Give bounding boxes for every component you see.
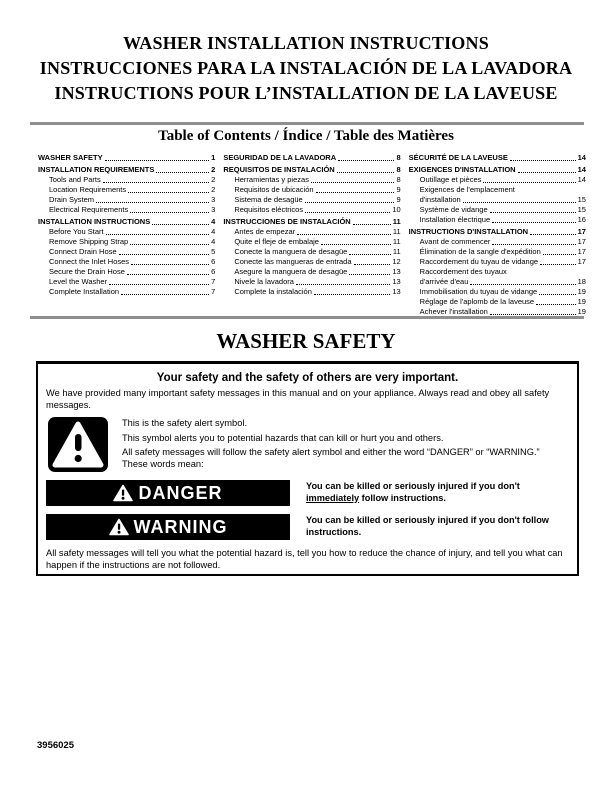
toc-dot-leader [105,160,210,161]
toc-entry [38,175,215,185]
toc-dot-leader [119,254,210,255]
toc-dot-leader [297,234,391,235]
toc-dot-leader [311,182,395,183]
toc-entry [409,165,586,175]
safety-box-footer-text: All safety messages will tell you what the potential hazard is, tell you how to reduce the chance of injury, and tell you what can happen if the instructions are not followed. [46,548,563,570]
alert-text-line: All safety messages will follow the safety alert symbol and either the word “DANGER” or “WARNING.” [122,447,540,457]
toc-entry-label: Remove Shipping Strap [49,237,129,246]
toc-entry [409,237,586,247]
toc-dot-leader [510,160,576,161]
toc-entry-label: d'arrivée d'eau [419,277,469,286]
toc-dot-leader [156,172,209,173]
toc-dot-leader [314,294,390,295]
toc-entry [223,185,400,195]
toc-page-number: 13 [392,287,401,296]
toc-entry [409,227,586,237]
toc-dot-leader [492,222,576,223]
toc-entry-label: Requisitos de ubicación [234,185,314,194]
toc-dot-leader [106,234,210,235]
toc-column-french [409,153,586,317]
toc-entry-label: SEGURIDAD DE LA LAVADORA [223,153,337,162]
toc-entry-label: Connect the Inlet Hoses [49,257,130,266]
title-french: INSTRUCTIONS POUR L’INSTALLATION DE LA LAVEUSE [54,83,558,103]
divider-rule-top [30,122,584,125]
toc-page-number: 4 [211,217,216,226]
toc-entry-label: Complete Installation [49,287,120,296]
danger-banner [46,480,290,506]
toc-dot-leader [490,212,576,213]
toc-page-number: 11 [392,247,401,256]
toc-entry-label: Nivele la lavadora [234,277,294,286]
toc-entry [409,185,586,195]
toc-entry [38,205,215,215]
toc-entry-label: Outillage et pièces [419,175,482,184]
toc-page-number: 13 [392,277,401,286]
danger-text-after: follow instructions. [359,492,446,503]
toc-entry-label: Before You Start [49,227,104,236]
warning-banner [46,514,290,540]
toc-page-number: 16 [577,215,586,224]
toc-entry-label: Electrical Requirements [49,205,129,214]
danger-row [46,480,569,506]
toc-entry [38,153,215,163]
toc-page-number: 17 [577,247,586,256]
toc-entry-label: Raccordement du tuyau de vidange [419,257,539,266]
toc-entry [223,257,400,267]
toc-entry-label: Location Requirements [49,185,127,194]
toc-page-number: 14 [577,153,586,162]
title-spanish: INSTRUCCIONES PARA LA INSTALACIÓN DE LA LAVADORA [39,58,573,78]
toc-dot-leader [127,274,209,275]
safety-alert-row [46,417,569,472]
toc-dot-leader [305,202,395,203]
toc-page-number: 8 [396,153,401,162]
warning-label: WARNING [133,516,228,537]
toc-dot-leader [354,264,391,265]
section-title-washer-safety: WASHER SAFETY [216,329,396,353]
part-number: 3956025 [37,740,74,751]
toc-entry [223,277,400,287]
warning-triangle-icon [113,484,133,502]
toc-page-number: 17 [577,237,586,246]
safety-alert-texts [122,417,569,472]
toc-dot-leader [543,254,576,255]
toc-entry [38,247,215,257]
toc-dot-leader [109,284,209,285]
toc-entry-label: REQUISITOS DE INSTALACIÓN [223,165,335,174]
toc-page-number: 2 [211,175,216,184]
safety-intro-text: We have provided many important safety messages in this manual and on your appliance. Always read and obey all safety messages. [46,388,550,410]
toc-page-number: 8 [396,175,401,184]
toc-entry-label: Connect Drain Hose [49,247,117,256]
toc-dot-leader [96,202,209,203]
toc-entry [38,237,215,247]
toc-dot-leader [131,264,209,265]
toc-entry [409,287,586,297]
toc-dot-leader [316,192,395,193]
toc-entry-label: Exigences de l'emplacement [419,185,515,194]
toc-entry [38,257,215,267]
toc-page-number: 14 [577,175,586,184]
toc-entry [223,205,400,215]
toc-entry [38,227,215,237]
toc-entry-label: INSTRUCCIONES DE INSTALACIÓN [223,217,351,226]
toc-page-number: 1 [211,153,216,162]
toc-entry [38,185,215,195]
toc-page-number: 11 [392,217,401,226]
safety-alert-icon [48,417,108,472]
toc-entry-label: Immobilisation du tuyau de vidange [419,287,538,296]
toc-dot-leader [305,212,390,213]
toc-entry [223,267,400,277]
toc-entry-label: INSTALLATION REQUIREMENTS [38,165,155,174]
toc-entry-label: Achever l'installation [419,307,488,316]
toc-page-number: 15 [577,205,586,214]
toc-entry [38,287,215,297]
title-english: WASHER INSTALLATION INSTRUCTIONS [123,33,489,53]
toc-entry-label: d'installation [419,195,461,204]
toc-entry-label: Conecte las mangueras de entrada [234,257,352,266]
danger-text-before: You can be killed or seriously injured if you don't [306,481,520,491]
toc-entry-label: Installation électrique [419,215,491,224]
toc-dot-leader [518,172,576,173]
toc-page-number: 19 [577,287,586,296]
toc-entry [223,175,400,185]
toc-entry-label: Drain System [49,195,95,204]
toc-page-number: 18 [577,277,586,286]
toc-entry-label: Conecte la manguera de desagüe [234,247,348,256]
toc-column-english [38,153,215,317]
toc-page-number: 19 [577,297,586,306]
toc-entry-label: Secure the Drain Hose [49,267,125,276]
toc-entry [223,217,400,227]
toc-entry [223,165,400,175]
toc-entry [223,247,400,257]
toc-entry-label: Sistema de desagüe [234,195,303,204]
toc-column-spanish [223,153,400,317]
toc-entry-label: EXIGENCES D'INSTALLATION [408,165,516,174]
toc-page-number: 11 [392,227,401,236]
toc-page-number: 7 [211,287,216,296]
toc-entry-label: Raccordement des tuyaux [419,267,507,276]
toc-entry-label: Herramientas y piezas [234,175,309,184]
table-of-contents [38,153,586,317]
toc-entry [38,165,215,175]
toc-entry-label: Réglage de l'aplomb de la laveuse [419,297,535,306]
toc-entry-label: INSTALLATION INSTRUCTIONS [38,217,151,226]
toc-entry-label: Complete la instalación [234,287,312,296]
toc-dot-leader [349,254,391,255]
toc-page-number: 11 [392,237,401,246]
toc-title: Table of Contents / Índice / Table des Matières [158,128,454,144]
toc-entry [409,247,586,257]
toc-page-number: 2 [211,185,216,194]
toc-dot-leader [103,182,209,183]
toc-entry-label: WASHER SAFETY [38,153,103,162]
toc-page-number: 12 [392,257,401,266]
danger-text-underlined: immediately [306,492,360,503]
toc-dot-leader [337,172,395,173]
toc-entry [409,297,586,307]
toc-dot-leader [483,182,575,183]
toc-page-number: 4 [211,227,216,236]
danger-label: DANGER [138,482,223,503]
toc-page-number: 8 [396,165,401,174]
safety-statement-box [36,361,579,576]
toc-entry [409,195,586,205]
toc-entry-label: Élimination de la sangle d'expédition [419,247,541,256]
danger-description [306,481,569,504]
toc-dot-leader [470,284,575,285]
toc-dot-leader [492,244,575,245]
toc-page-number: 3 [211,195,216,204]
warning-triangle-icon [109,518,129,536]
toc-page-number: 9 [396,185,401,194]
toc-page-number: 6 [211,267,216,276]
toc-entry [223,237,400,247]
toc-page-number: 10 [392,205,401,214]
toc-entry [38,277,215,287]
toc-entry [223,153,400,163]
toc-page-number: 14 [577,165,586,174]
toc-dot-leader [349,274,390,275]
alert-text-line: This symbol alerts you to potential hazards that can kill or hurt you and others. [122,432,444,443]
toc-entry [409,175,586,185]
divider-rule-middle [30,316,584,319]
safety-headline: Your safety and the safety of others are very important. [156,372,459,384]
toc-dot-leader [338,160,394,161]
toc-entry [38,217,215,227]
toc-dot-leader [121,294,209,295]
toc-page-number: 15 [577,195,586,204]
toc-dot-leader [540,264,576,265]
toc-page-number: 2 [211,165,216,174]
toc-dot-leader [321,244,391,245]
toc-page-number: 9 [396,195,401,204]
toc-page-number: 17 [577,227,586,236]
toc-dot-leader [296,284,390,285]
toc-entry-label: Asegure la manguera de desagüe [234,267,348,276]
toc-dot-leader [353,224,391,225]
toc-dot-leader [130,244,209,245]
toc-entry [409,153,586,163]
toc-page-number: 13 [392,267,401,276]
toc-entry-label: Requisitos eléctricos [234,205,304,214]
toc-page-number: 19 [577,307,586,316]
toc-entry-label: Quite el fleje de embalaje [234,237,319,246]
toc-entry [409,257,586,267]
toc-entry-label: Système de vidange [419,205,488,214]
toc-page-number: 5 [211,247,216,256]
toc-entry [409,215,586,225]
toc-dot-leader [536,304,576,305]
toc-entry [409,267,586,277]
toc-entry-label: INSTRUCTIONS D'INSTALLATION [408,227,529,236]
toc-entry [38,195,215,205]
toc-page-number: 4 [211,237,216,246]
toc-entry-label: SÉCURITÉ DE LA LAVEUSE [408,153,508,162]
document-title-block [0,31,612,106]
toc-dot-leader [130,212,209,213]
toc-entry-label: Tools and Parts [49,175,101,184]
toc-entry [223,287,400,297]
toc-dot-leader [490,314,576,315]
toc-dot-leader [128,192,209,193]
toc-dot-leader [530,234,576,235]
warning-row [46,514,569,540]
toc-page-number: 6 [211,257,216,266]
toc-page-number: 7 [211,277,216,286]
toc-dot-leader [539,294,575,295]
toc-entry-label: Antes de empezar [234,227,296,236]
alert-text-line: These words mean: [122,458,204,469]
toc-entry [409,277,586,287]
toc-entry [409,205,586,215]
toc-dot-leader [152,224,209,225]
toc-page-number: 3 [211,205,216,214]
toc-dot-leader [463,202,576,203]
warning-description: You can be killed or seriously injured if you don't follow instructions. [306,515,549,537]
alert-text-line: This is the safety alert symbol. [122,418,248,428]
toc-entry-label: Level the Washer [49,277,108,286]
toc-entry [38,267,215,277]
toc-entry-label: Avant de commencer [419,237,491,246]
toc-page-number: 17 [577,257,586,266]
toc-entry [223,227,400,237]
toc-entry [223,195,400,205]
